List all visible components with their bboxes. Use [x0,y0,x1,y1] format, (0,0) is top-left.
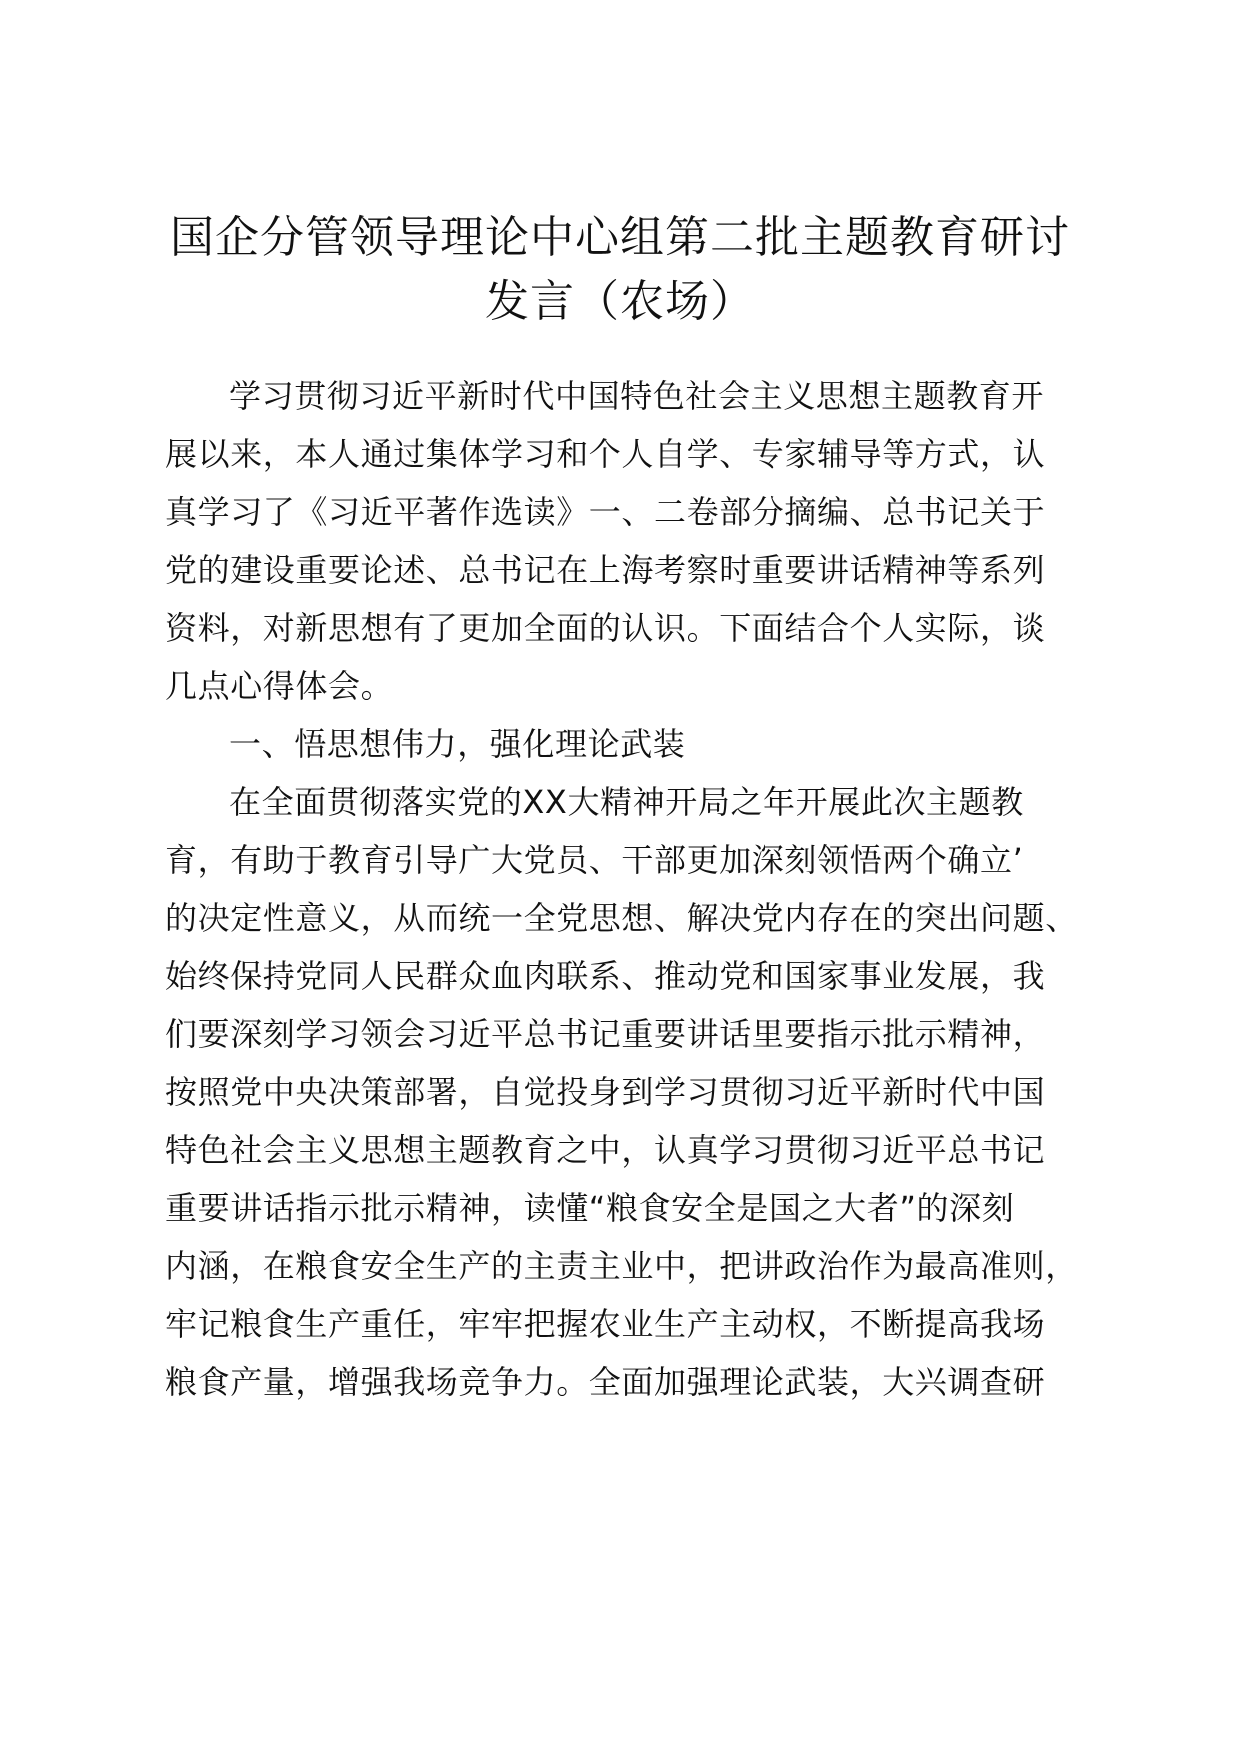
paragraph-line: 育，有助于教育引导广大党员、干部更加深刻领悟两个确立’ [165,841,1024,879]
paragraph-line: 学习贯彻习近平新时代中国特色社会主义思想主题教育开 [229,377,1045,415]
paragraph-line: 按照党中央决策部署，自觉投身到学习贯彻习近平新时代中国 [165,1073,1046,1111]
document-title [150,206,1090,334]
paragraph-line: 真学习了《习近平著作选读》一、二卷部分摘编、总书记关于 [165,493,1046,531]
paragraph-line: 始终保持党同人民群众血肉联系、推动党和国家事业发展，我 [165,957,1046,995]
paragraph-line: 牢记粮食生产重任，牢牢把握农业生产主动权，不断提高我场 [165,1305,1046,1343]
paragraph-line: 粮食产量，增强我场竞争力。全面加强理论武装，大兴调查研 [165,1363,1046,1401]
paragraph-line: 几点心得体会。 [165,667,394,705]
paragraph-line: 在全面贯彻落实党的XX大精神开局之年开展此次主题教 [229,783,1024,821]
section-heading: 一、悟思想伟力，强化理论武装 [229,725,686,763]
paragraph-line: 们要深刻学习领会习近平总书记重要讲话里要指示批示精神， [165,1015,1046,1053]
paragraph-line: 重要讲话指示批示精神，读懂“粮食安全是国之大者”的深刻 [165,1189,1015,1227]
paragraph-line: 内涵，在粮食安全生产的主责主业中，把讲政治作为最高准则， [165,1247,1078,1285]
title-line-1: 国企分管领导理论中心组第二批主题教育研讨 [170,212,1070,263]
paragraph-line: 党的建设重要论述、总书记在上海考察时重要讲话精神等系列 [165,551,1046,589]
title-line-2: 发言（农场） [485,276,755,327]
paragraph-line: 资料，对新思想有了更加全面的认识。下面结合个人实际，谈 [165,609,1046,647]
paragraph-line: 的决定性意义，从而统一全党思想、解决党内存在的突出问题、 [165,899,1078,937]
paragraph-line: 特色社会主义思想主题教育之中，认真学习贯彻习近平总书记 [165,1131,1046,1169]
paragraph-line: 展以来，本人通过集体学习和个人自学、专家辅导等方式，认 [165,435,1046,473]
